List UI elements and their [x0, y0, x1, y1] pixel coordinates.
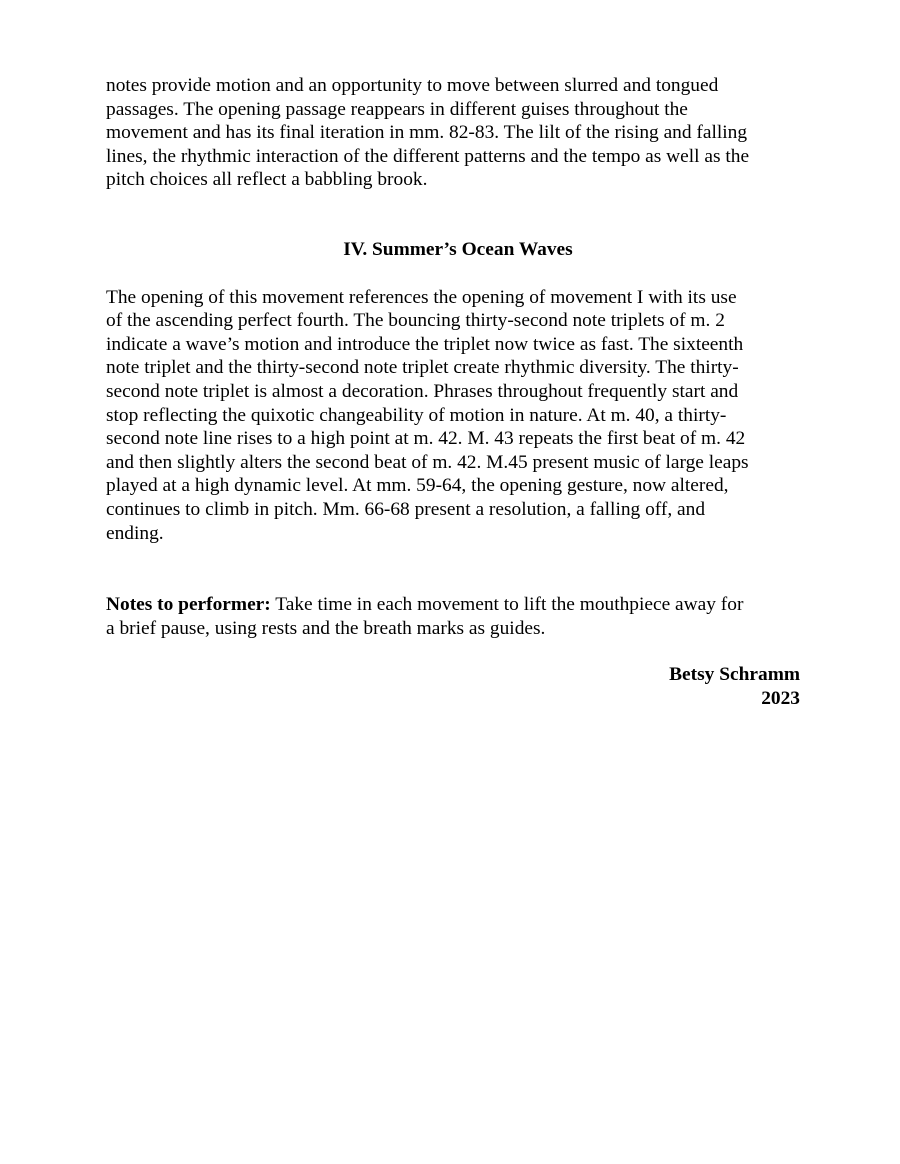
notes-text: Take time in each movement to lift the mouthpiece away for a brief pause, using rests and the breath marks as guides. [106, 594, 744, 639]
signature-author: Betsy Schramm [669, 664, 800, 686]
document-page [106, 74, 800, 710]
performer-notes [106, 593, 800, 640]
signature-year: 2023 [761, 687, 800, 709]
section-heading: IV. Summer’s Ocean Waves [343, 238, 573, 260]
notes-label: Notes to performer: [106, 594, 271, 616]
movement-paragraph: The opening of this movement references the opening of movement I with its use of the ascending perfect fourth. The bouncing thirty-second note triplets of m. 2 indicate a wave’s motion and introduce the triplet now twice as fast. The sixteenth note triplet and the thirty-second note triplet create rhythmic diversity. The thirty- second note triplet is almost a decoration. Phrases throughout frequently start and stop reflecting the quixotic changeability of motion in nature. At m. 40, a thirty- second note line rises to a high point at m. 42. M. 43 repeats the first beat of m. 42 and then slightly alters the second beat of m. 42. M.45 present music of large leaps played at a high dynamic level. At mm. 59-64, the opening gesture, now altered, continues to climb in pitch. Mm. 66-68 present a resolution, a falling off, and ending. [106, 286, 749, 544]
intro-paragraph: notes provide motion and an opportunity to move between slurred and tongued passages. The opening passage reappears in different guises throughout the movement and has its final iteration in mm. 82-83. The lilt of the rising and falling lines, the rhythmic interaction of the different patterns and the tempo as well as the pitch choices all reflect a babbling brook. [106, 75, 750, 191]
